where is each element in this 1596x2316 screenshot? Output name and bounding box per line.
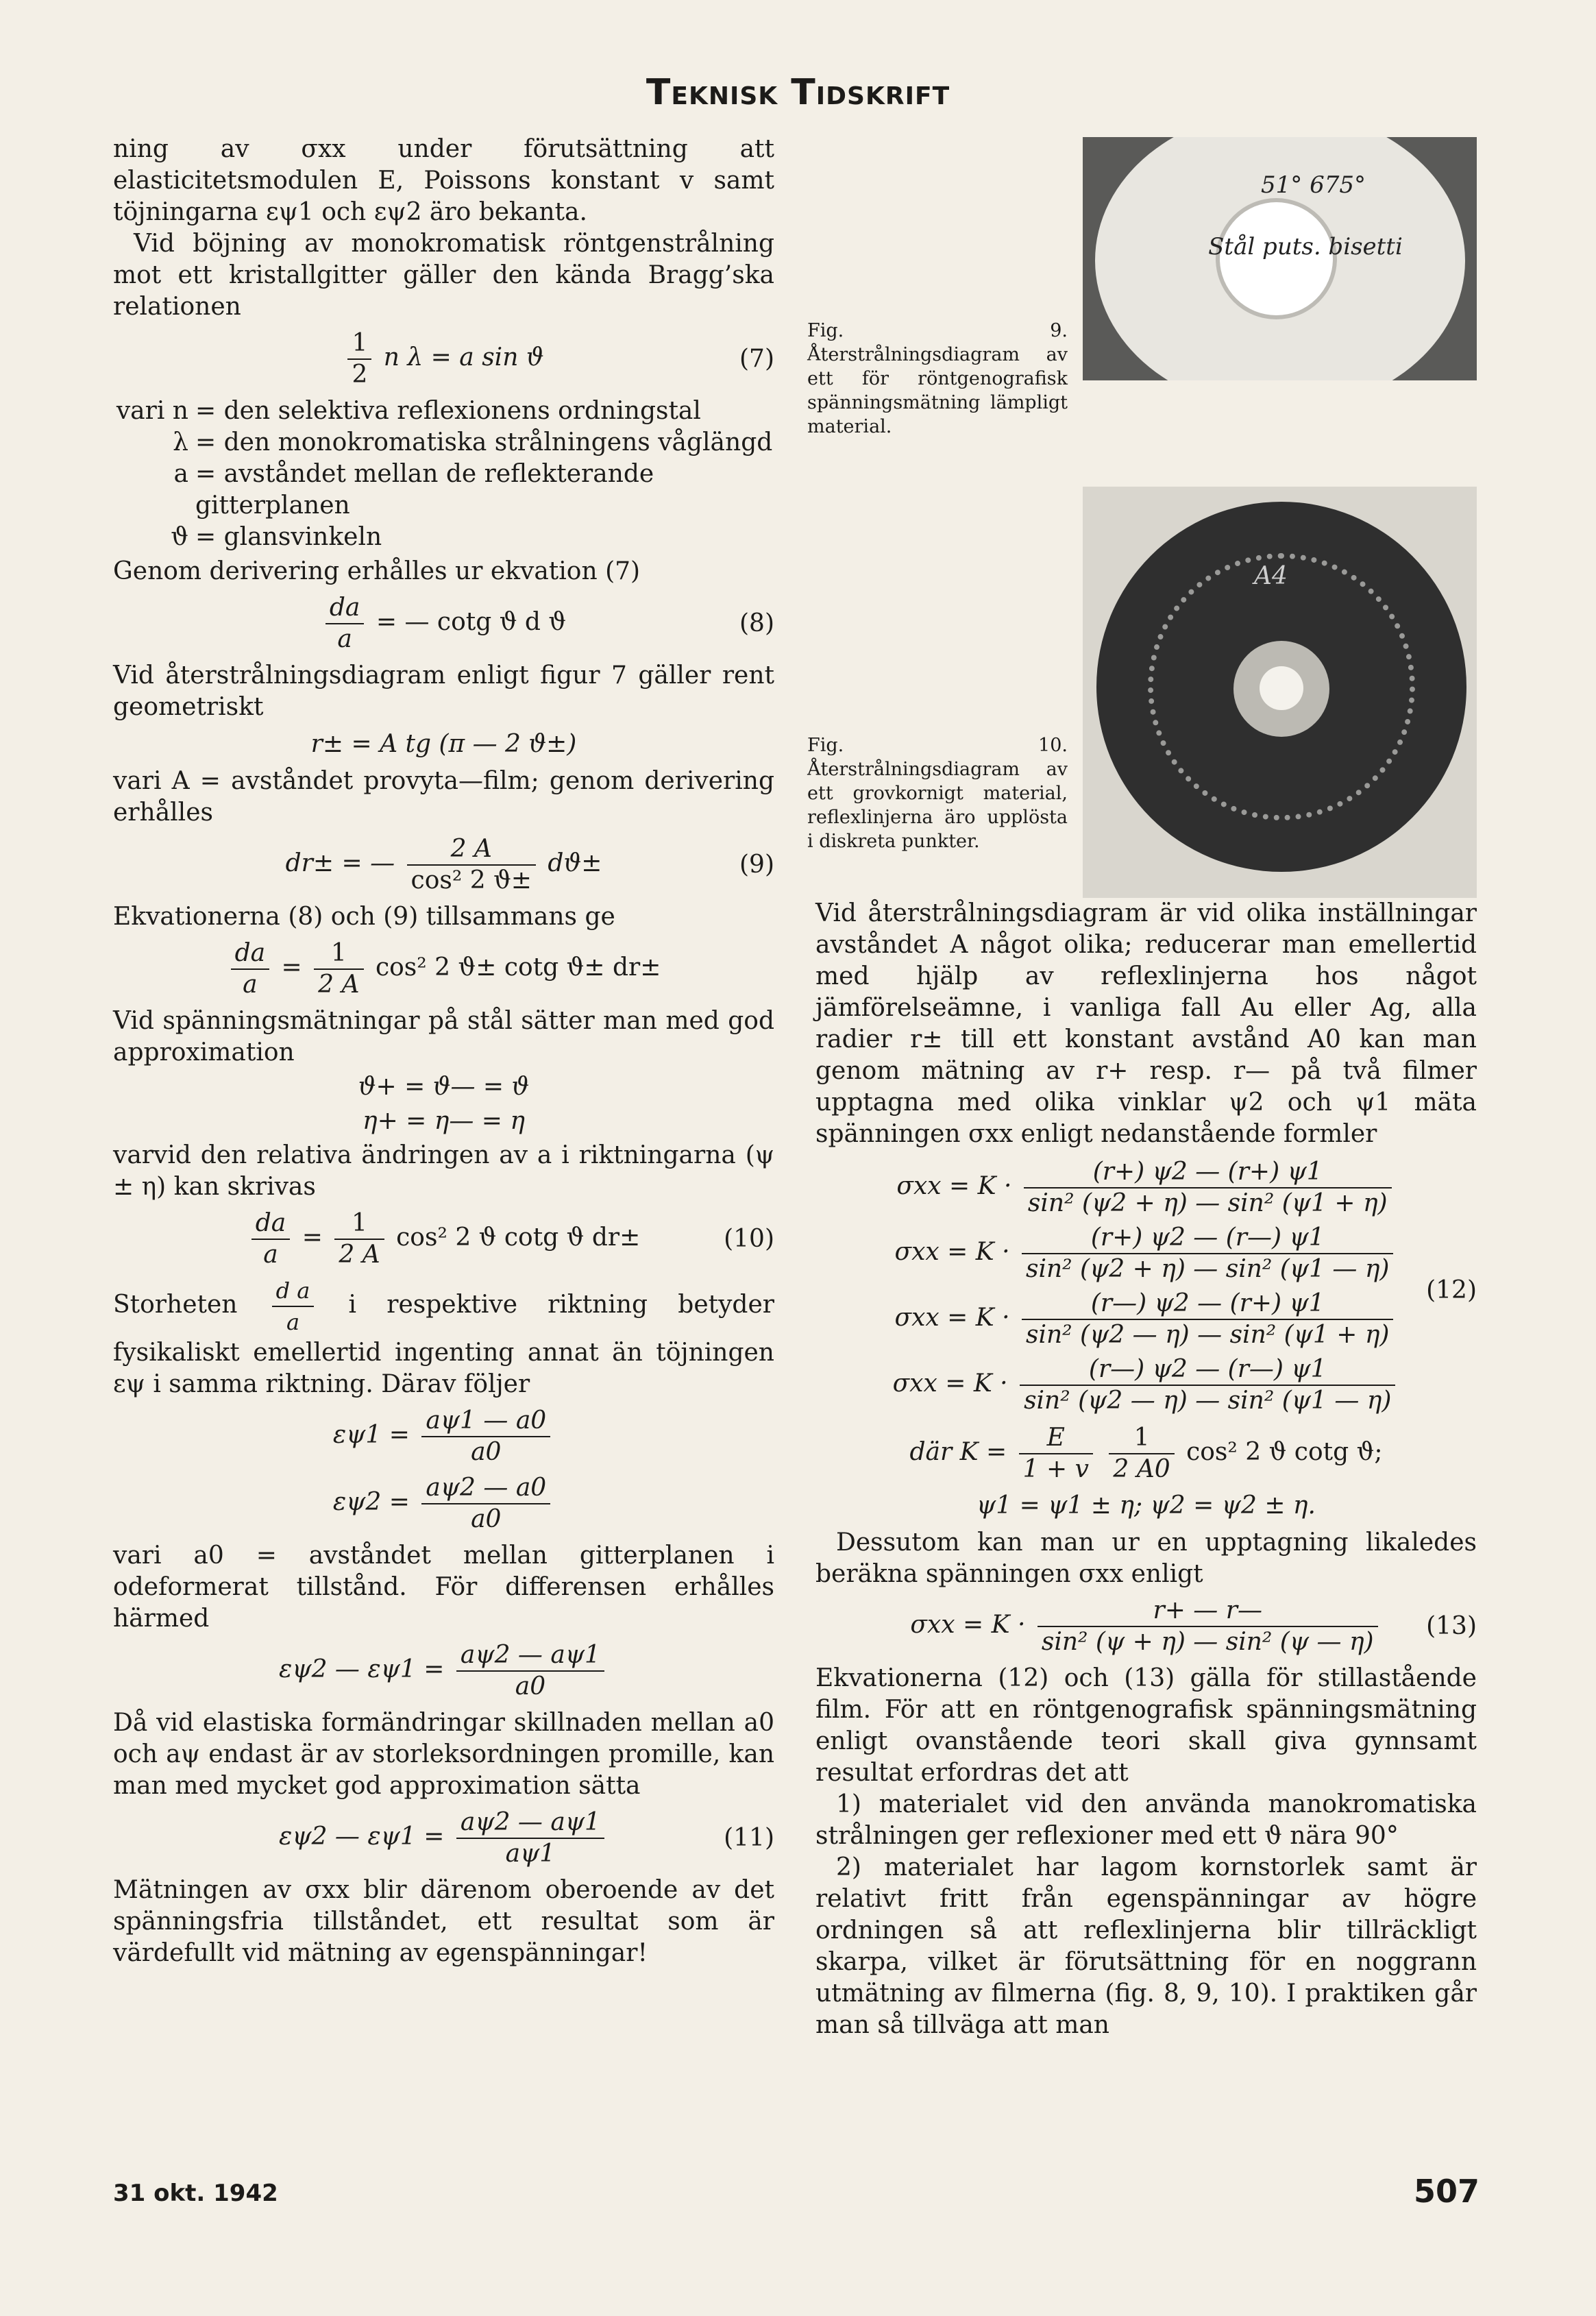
equation-number: (13) — [1426, 1612, 1477, 1640]
handwriting: 51° 675° — [1261, 171, 1366, 199]
page-number: 507 — [1413, 2173, 1480, 2210]
right-column — [815, 898, 1477, 2041]
paragraph: Vid återstrålningsdiagram enligt figur 7 gäller rent geometriskt — [113, 661, 774, 721]
paragraph: ning av σxx under förutsättning att elasticitetsmodulen E, Poissons konstant v samt töjningarna εψ1 och εψ2 äro bekanta. — [113, 135, 774, 226]
figure-9-photo — [1083, 137, 1477, 380]
journal-header: Teknisk Tidskrift — [646, 72, 950, 113]
equation-12d: σxx = K · $\frac{(r—) \psi 2 — (r—) \psi 1}{\text{sin² (ψ2 — η) — sin² (ψ1 — η)}}$ — [815, 1354, 1477, 1416]
paragraph: vari a0 = avståndet mellan gitterplanen i odeformerat tillstånd. För differensen erhålles härmed — [113, 1541, 774, 1633]
equation-12b: σxx = K · $\frac{(r+) \psi 2 — (r—) \psi 1}{\text{sin² (ψ2 + η) — sin² (ψ1 — η)}}$ — [815, 1223, 1477, 1284]
paragraph: Ekvationerna (8) och (9) tillsammans ge — [113, 903, 615, 931]
equation-number: (12) — [1426, 1276, 1477, 1304]
equation-12a: σxx = K · $\frac{(r+) \psi 2 — (r+) \psi 1}{\text{sin² (ψ2 + η) — sin² (ψ1 + η)}}$ — [815, 1157, 1477, 1219]
conditions-list — [815, 1789, 1477, 2041]
equation-number: (7) — [739, 345, 774, 373]
paragraph: Dessutom kan man ur en upptagning likaledes beräkna spänningen σxx enligt — [815, 1528, 1477, 1588]
paragraph: Vid böjning av monokromatisk röntgenstrålning mot ett kristallgitter gäller den kända Bragg’ska relationen — [113, 230, 774, 321]
equation-12c: σxx = K · $\frac{(r—) \psi 2 — (r+) \psi 1}{\text{sin² (ψ2 — η) — sin² (ψ1 + η)}}$ — [815, 1289, 1477, 1350]
equation-eps2: εψ2 = $\frac{a\psi 2 — a0}{a0}$ — [113, 1473, 774, 1535]
footer-date: 31 okt. 1942 — [113, 2180, 278, 2207]
definitions-list — [113, 395, 774, 553]
handwriting: A4 — [1254, 562, 1288, 590]
equation-theta: ϑ+ = ϑ— = ϑ — [358, 1073, 530, 1101]
equation-11: εψ2 — εψ1 = $\frac{a\psi 2 — a\psi 1}{a\psi 1}$ (11) — [279, 1808, 774, 1868]
figure-10-caption: Fig. 10. Återstrålningsdiagram av ett grovkornigt material, reflexlinjerna äro upplösta i diskreta punkter. — [807, 735, 1068, 852]
equation-9: dr± = — $\frac{2 A}{\text{cos² 2 ϑ±}}$ dϑ± (9) — [285, 835, 774, 894]
definition-row: vari n = den selektiva reflexionens ordningstal — [116, 397, 701, 425]
equation-number: (9) — [739, 851, 774, 879]
handwriting: Stål puts. bisetti — [1208, 233, 1403, 260]
equation-eta: η+ = η— = η — [363, 1107, 525, 1135]
paragraph: Mätningen av σxx blir därenom oberoende av det spänningsfria tillståndet, ett resultat som är värdefullt vid mätning av egenspänningar! — [113, 1876, 774, 1967]
equation-7: $\frac{1}{2}$ n λ = a sin ϑ (7) — [113, 328, 774, 390]
equation-number: (11) — [724, 1824, 774, 1852]
definition-row: a = avståndet mellan de reflekterande gitterplanen — [173, 460, 654, 520]
paragraph: Ekvationerna (12) och (13) gälla för stillastående film. För att en röntgenografisk spänningsmätning enligt ovanstående teori skall giva gynnsamt resultat erfordras det att — [815, 1664, 1477, 1787]
paragraph: Genom derivering erhålles ur ekvation (7) — [113, 557, 641, 585]
equation-combined: $\frac{da}{a}$ = $\frac{1}{2 A}$ cos² 2 ϑ± cotg ϑ± dr± — [113, 938, 774, 1000]
equation-eps1: εψ1 = $\frac{a\psi 1 — a0}{a0}$ — [113, 1406, 774, 1467]
paragraph: Vid spänningsmätningar på stål sätter man med god approximation — [113, 1007, 774, 1066]
equation-12-group — [815, 1157, 1477, 1416]
equation-psi: ψ1 = ψ1 ± η; ψ2 = ψ2 ± η. — [977, 1491, 1316, 1520]
paragraph: vari A = avståndet provyta—film; genom derivering erhålles — [113, 767, 774, 827]
list-item: 2) materialet har lagom kornstorlek samt är relativt fritt från egenspänningar av högre ordningen så att reflexlinjerna blir tillräckligt skarpa, vilket är förutsättning för en noggrann utmätning av filmerna (fig. 8, 9, 10). I praktiken går man så tillväga att man — [815, 1853, 1477, 2039]
equation-13: σxx = K · $\frac{r+ — r—}{\text{sin² (ψ + η) — sin² (ψ — η)}}$ (13) — [910, 1596, 1477, 1656]
equation-8: $\frac{da}{a}$ = — cotg ϑ d ϑ (8) — [113, 593, 774, 655]
paragraph: Vid återstrålningsdiagram är vid olika inställningar avståndet A något olika; reducerar man emellertid med hjälp av reflexlinjerna hos något jämförelseämne, i vanliga fall Au eller Ag, alla radier r± till ett konstant avstånd A0 kan man genom mätning av r+ resp. r— på två filmer upptagna med olika vinklar ψ2 och ψ1 mäta spänningen σxx enligt nedanstående formler — [815, 899, 1477, 1148]
equation-10: $\frac{da}{a}$ = $\frac{1}{2 A}$ cos² 2 ϑ cotg ϑ dr± (10) — [113, 1208, 774, 1270]
definition-row: λ = den monokromatiska strålningens våglängd — [173, 428, 773, 456]
equation-k: där K = $\frac{E}{1 + v}$ $\frac{1}{2 A0}$ cos² 2 ϑ cotg ϑ; — [909, 1424, 1383, 1483]
paragraph: Då vid elastiska formändringar skillnaden mellan a0 och aψ endast är av storleksordningen promille, kan man med mycket god approximation sätta — [113, 1709, 774, 1800]
equation-r: r± = A tg (π — 2 ϑ±) — [310, 730, 577, 758]
paragraph: varvid den relativa ändringen av a i riktningarna (ψ ± η) kan skrivas — [113, 1141, 774, 1201]
list-item: 1) materialet vid den använda manokromatiska strålningen ger reflexioner med ett ϑ nära 90° — [815, 1790, 1477, 1850]
equation-number: (10) — [724, 1225, 774, 1253]
left-column — [113, 134, 774, 1969]
paragraph: Storheten $\frac{\text{d a}}{a}$ i respektive riktning betyder fysikaliskt emellertid ingenting annat än töjningen εψ i samma riktning. Därav följer — [113, 1276, 774, 1400]
equation-number: (8) — [739, 609, 774, 637]
figure-10-photo — [1083, 487, 1477, 898]
definition-row: ϑ = glansvinkeln — [171, 523, 382, 551]
equation-diff: εψ2 — εψ1 = $\frac{a\psi 2 — a\psi 1}{a0}$ — [113, 1640, 774, 1702]
figure-9-caption: Fig. 9. Återstrålningsdiagram av ett för röntgenografisk spänningsmätning lämpligt material. — [807, 320, 1068, 437]
